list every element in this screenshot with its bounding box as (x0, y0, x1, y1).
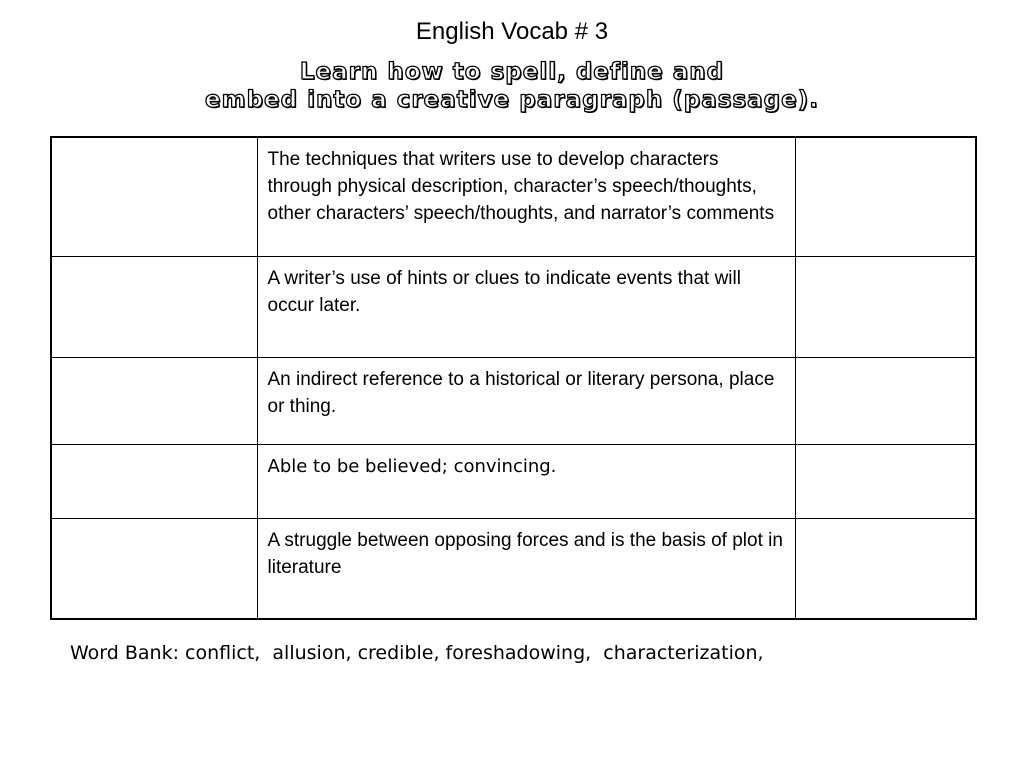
sentence-cell[interactable] (795, 256, 976, 357)
word-cell[interactable] (51, 256, 257, 357)
definition-cell: Able to be believed; convincing. (257, 444, 795, 518)
definition-cell: An indirect reference to a historical or literary persona, place or thing. (257, 357, 795, 444)
table-row (51, 357, 976, 444)
page-title: English Vocab # 3 (415, 18, 609, 45)
sentence-cell[interactable] (795, 444, 976, 518)
subtitle-line-2: embed into a creative paragraph (passage). (205, 87, 819, 113)
word-bank: Word Bank: conflict, allusion, credible, foreshadowing, characterization, (70, 642, 764, 664)
definition-cell: A writer’s use of hints or clues to indicate events that will occur later. (257, 256, 795, 357)
word-cell[interactable] (51, 444, 257, 518)
table-row (51, 444, 976, 518)
sentence-cell[interactable] (795, 137, 976, 256)
sentence-cell[interactable] (795, 518, 976, 619)
definition-cell: The techniques that writers use to develop characters through physical description, character’s speech/thoughts, other characters’ speech/thoughts, and narrator’s comments (257, 137, 795, 256)
word-cell[interactable] (51, 518, 257, 619)
table-row (51, 518, 976, 619)
vocab-table (50, 136, 977, 620)
word-cell[interactable] (51, 357, 257, 444)
definition-cell: A struggle between opposing forces and is the basis of plot in literature (257, 518, 795, 619)
table-row (51, 256, 976, 357)
table-row (51, 137, 976, 256)
word-cell[interactable] (51, 137, 257, 256)
subtitle-line-1: Learn how to spell, define and (299, 59, 725, 85)
sentence-cell[interactable] (795, 357, 976, 444)
subtitle (0, 58, 1024, 114)
